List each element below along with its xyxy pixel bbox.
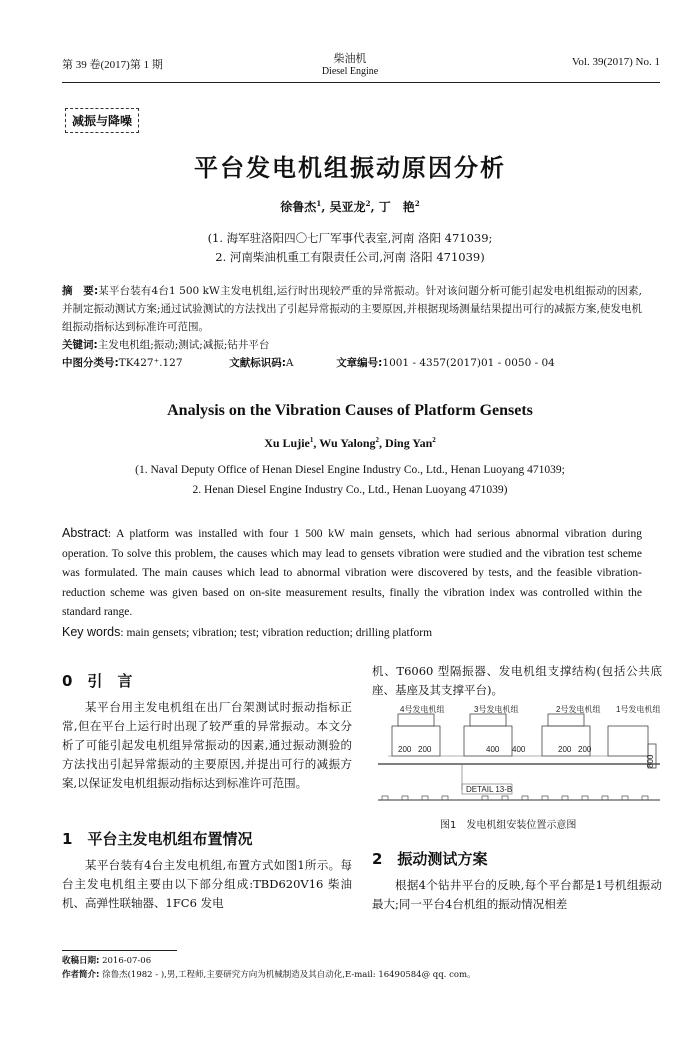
- author-cn-3: 丁 艳$^2$: [378, 199, 420, 214]
- figure-dim-4: 400: [512, 745, 526, 754]
- figure-label-genset-2: 2号发电机组: [556, 705, 601, 714]
- keywords-cn: 主发电机组;振动;测试;减振;钻井平台: [97, 339, 270, 351]
- abstract-cn-label: 摘 要:: [62, 285, 99, 297]
- figure-dim-6: 200: [578, 745, 592, 754]
- journal-issue: 第 39 卷(2017)第 1 期: [62, 59, 163, 71]
- abstract-cn: [62, 282, 642, 372]
- figure-label-genset-3: 3号发电机组: [474, 705, 519, 714]
- figure-drawing: [378, 704, 660, 804]
- journal-volume: Vol. 39(2017) No. 1: [571, 56, 660, 68]
- section-tag: 减振与降噪: [65, 108, 139, 133]
- title-en: Analysis on the Vibration Causes of Platform Gensets: [167, 402, 533, 419]
- footnote-rule: [62, 950, 177, 951]
- figure-genset-layout: [378, 704, 660, 804]
- author-en-1: Xu Lujie$^1$: [264, 436, 314, 450]
- abstract-cn-text: 某平台装有4台1 500 kW主发电机组,运行时出现较严重的异常振动。针对该问题分析可能引起发电机组振动的因素,并制定振动测试方案;通过试验测试的方法找出了引起异常振动的主要原因,并根据现场测量结果提出可行的减振方案,使发电机组振动指标达到标准许可范围。: [62, 285, 642, 333]
- journal-name-en: Diesel Engine: [321, 66, 379, 77]
- figure-detail-label: DETAIL 13-B: [466, 785, 513, 794]
- author-cn-2: 吴亚龙$^2$: [329, 199, 371, 214]
- figure-label-genset-1: 1号发电机组: [616, 705, 660, 714]
- keywords-cn-label: 关键词:: [62, 339, 98, 351]
- abstract-en-text: A platform was installed with four 1 500 kW main gensets, which had serious abnormal vibration during operation. To solve this problem, the causes which may lead to gensets vibration were studied and the vibration test scheme was formulated. The main causes which lead to abnormal vibration were discovered by tests, and the feasible vibration-reduction scheme was given based on on-site measurement results, finally the vibration index was controlled within the standard range.: [62, 528, 643, 618]
- abstract-en: Abstract: A platform was installed with four 1 500 kW main gensets, which had serious abnormal vibration during operation. To solve this problem, the causes which may lead to gensets vibration were studied and the vibration test scheme was formulated. The main causes which lead to abnormal vibration were discovered by tests, and the feasible vibration-reduction scheme was given based on on-site measurement results, finally the vibration index was controlled within the standard range. Key words: main gensets; vibration; test; vibration reduction; drilling platform: [62, 526, 643, 639]
- heading-layout: 1 平台主发电机组布置情况: [62, 830, 253, 848]
- authors-en: Xu Lujie$^1$, Wu Yalong$^2$, Ding Yan$^2$: [264, 436, 436, 450]
- footnote-author: 作者简介: 徐鲁杰(1982 - ),男,工程师,主要研究方向为机械制造及其自动化,E-mail: 16490584@ qq. com。: [62, 970, 476, 980]
- clc-number: TK427⁺.127: [118, 357, 183, 369]
- heading-intro: 0 引 言: [62, 672, 133, 690]
- footnote-received: 收稿日期: 2016-07-06: [62, 956, 152, 966]
- figure-dim-1: 200: [398, 745, 412, 754]
- figure-dim-2: 200: [418, 745, 432, 754]
- author-en-2: Wu Yalong$^2$: [319, 436, 380, 450]
- heading-test-scheme: 2 振动测试方案: [372, 850, 488, 868]
- header-rule: [62, 82, 660, 83]
- article-number: 1001 - 4357(2017)01 - 0050 - 04: [382, 357, 555, 369]
- affiliation-en-2: 2. Henan Diesel Engine Industry Co., Ltd., Henan Luoyang 471039): [192, 484, 508, 496]
- keywords-en-label: Key words: [62, 624, 121, 639]
- title-cn: 平台发电机组振动原因分析: [194, 154, 506, 182]
- figure-dim-7: 800: [646, 754, 655, 768]
- article-number-label: 文章编号:: [336, 357, 383, 369]
- paragraph-continued: 机、T6060 型隔振器、发电机组支撑结构(包括公共底座、基座及其支撑平台)。: [372, 664, 662, 697]
- paragraph-test-scheme: 根据4个钻井平台的反映,每个平台都是1号机组振动最大;同一平台4台机组的振动情况相差: [372, 878, 662, 911]
- doc-code-label: 文献标识码:: [229, 357, 286, 369]
- figure-dim-5: 200: [558, 745, 572, 754]
- keywords-en: main gensets; vibration; test; vibration reduction; drilling platform: [126, 626, 433, 639]
- figure-caption: 图1 发电机组安装位置示意图: [440, 820, 577, 831]
- abstract-en-label: Abstract: [62, 526, 108, 540]
- author-en-3: Ding Yan$^2$: [385, 436, 436, 450]
- affiliation-cn-1: (1. 海军驻洛阳四〇七厂军事代表室,河南 洛阳 471039;: [207, 231, 493, 245]
- author-cn-1: 徐鲁杰$^1$: [280, 199, 322, 214]
- clc-label: 中图分类号:: [62, 357, 119, 369]
- authors-cn: 徐鲁杰$^1$, 吴亚龙$^2$, 丁 艳$^2$: [280, 199, 420, 214]
- affiliation-cn-2: 2. 河南柴油机重工有限责任公司,河南 洛阳 471039): [215, 250, 485, 264]
- figure-dim-3: 400: [486, 745, 500, 754]
- paragraph-intro: 某平台用主发电机组在出厂台架测试时振动指标正常,但在平台上运行时出现了较严重的异常振动。本文分析了可能引起发电机组异常振动的因素,通过振动测验的方法找出引起异常振动的主要原因,并提出可行的减振方案,以保证发电机组振动指标达到标准许可范围。: [62, 700, 352, 790]
- doc-code: A: [285, 357, 294, 369]
- figure-label-genset-4: 4号发电机组: [400, 705, 445, 714]
- paragraph-layout: 某平台装有4台主发电机组,布置方式如图1所示。每台主发电机组主要由以下部分组成:TBD620V16 柴油机、高弹性联轴器、1FC6 发电: [62, 858, 352, 910]
- affiliation-en-1: (1. Naval Deputy Office of Henan Diesel Engine Industry Co., Ltd., Henan Luoyang 471039;: [135, 464, 565, 476]
- journal-name-cn: 柴油机: [333, 53, 367, 65]
